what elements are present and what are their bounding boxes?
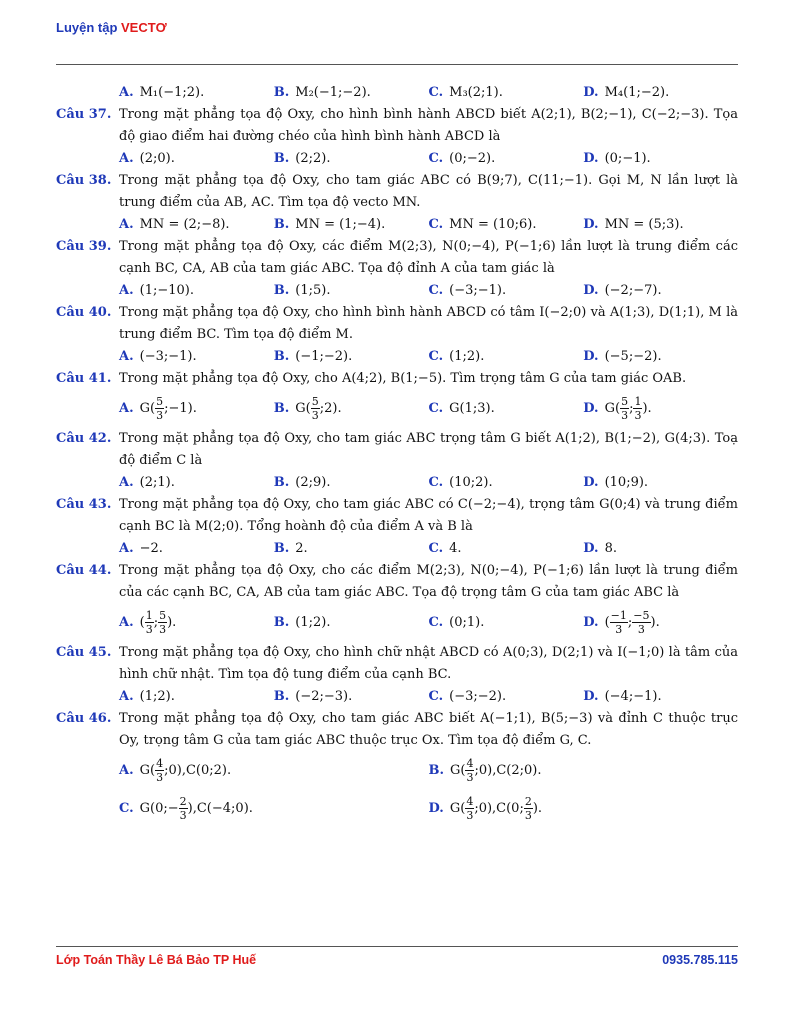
denominator: 3 xyxy=(156,771,164,784)
option-text: −2. xyxy=(139,541,163,556)
option-text: ;0),C(0;2). xyxy=(164,763,232,778)
option-letter: A. xyxy=(119,349,134,364)
option-text: ; xyxy=(629,401,634,416)
option-letter: D. xyxy=(583,689,599,704)
question-46 xyxy=(56,708,738,828)
option-a[interactable] xyxy=(119,604,274,642)
option-b[interactable] xyxy=(274,390,429,428)
option-text: ). xyxy=(650,615,660,630)
option-letter: B. xyxy=(273,475,290,490)
option-text: G( xyxy=(604,401,621,416)
option-letter: D. xyxy=(583,217,599,232)
option-text: (0;−1). xyxy=(604,151,651,166)
question-stem: Trong mặt phẳng tọa độ Oxy, các điểm M(2;3), N(0;−4), P(−1;6) lần lượt là trung điểm các cạnh BC, CA, AB của tam giác ABC. Tọa độ đỉnh A của tam giác là xyxy=(119,239,738,276)
option-letter: A. xyxy=(119,689,134,704)
option-text: ). xyxy=(332,401,342,416)
fraction xyxy=(158,609,167,636)
question-stem: Trong mặt phẳng tọa độ Oxy, cho hình bình hành ABCD biết A(2;1), B(2;−1), C(−2;−3). Tọa độ giao điểm hai đường chéo của hình bình hành ABCD là xyxy=(119,107,738,144)
question-label: Câu 37. xyxy=(56,107,112,122)
denominator: 3 xyxy=(311,409,319,422)
option-b[interactable] xyxy=(429,752,739,790)
option-letter: C. xyxy=(428,541,444,556)
question-41 xyxy=(56,368,738,428)
option-c[interactable] xyxy=(119,790,429,828)
option-text: (1;2). xyxy=(295,615,331,630)
option-letter: C. xyxy=(428,283,444,298)
option-text: M₃(2;1). xyxy=(449,85,503,100)
option-letter: B. xyxy=(273,401,290,416)
option-c[interactable] xyxy=(429,346,584,368)
option-text: G( xyxy=(139,763,156,778)
option-d[interactable] xyxy=(583,472,738,494)
option-text: (0;1). xyxy=(449,615,485,630)
option-d[interactable] xyxy=(583,686,738,708)
option-text: (−3;−1). xyxy=(139,349,197,364)
option-c[interactable] xyxy=(429,686,584,708)
option-text: G(0;− xyxy=(139,801,179,816)
question-label: Câu 41. xyxy=(56,371,112,386)
option-text: (−3;−1). xyxy=(449,283,507,298)
question-label: Câu 39. xyxy=(56,239,112,254)
option-c[interactable] xyxy=(429,472,584,494)
option-a[interactable] xyxy=(119,346,274,368)
option-text: (−2;−7). xyxy=(604,283,662,298)
option-text: MN = (10;6). xyxy=(449,217,537,232)
option-text: (2;1). xyxy=(139,475,175,490)
option-text: ; xyxy=(627,615,633,630)
question-label: Câu 38. xyxy=(56,173,112,188)
numerator: 4 xyxy=(466,757,474,770)
option-letter: A. xyxy=(119,541,134,556)
option-text: 8. xyxy=(604,541,617,556)
option-text: ;−1 xyxy=(164,401,188,416)
option-letter: C. xyxy=(428,349,444,364)
fraction xyxy=(155,395,164,422)
option-a[interactable] xyxy=(119,686,274,708)
option-text: (−3;−2). xyxy=(449,689,507,704)
option-letter: D. xyxy=(583,615,599,630)
option-letter: C. xyxy=(428,401,444,416)
option-text: (2;9). xyxy=(295,475,331,490)
option-b[interactable] xyxy=(274,472,429,494)
option-text: (1;−10). xyxy=(139,283,194,298)
option-b[interactable] xyxy=(274,148,429,170)
option-text: (−2;−3). xyxy=(295,689,353,704)
option-c[interactable] xyxy=(429,390,584,428)
option-text: ). xyxy=(187,401,197,416)
option-a[interactable] xyxy=(119,752,429,790)
fraction xyxy=(155,757,164,784)
option-letter: B. xyxy=(273,85,290,100)
option-a[interactable] xyxy=(119,280,274,302)
option-text: ;0),C(2;0). xyxy=(474,763,542,778)
fraction xyxy=(524,795,533,822)
option-text: G(1;3). xyxy=(449,401,495,416)
option-text: (−1;−2). xyxy=(295,349,353,364)
option-text: ). xyxy=(532,801,543,816)
option-text: 4. xyxy=(449,541,462,556)
option-text: (−5;−2). xyxy=(604,349,662,364)
option-a[interactable] xyxy=(119,148,274,170)
option-text: (1;5). xyxy=(295,283,331,298)
option-c[interactable] xyxy=(429,280,584,302)
question-list xyxy=(56,82,738,828)
option-text: M₂(−1;−2). xyxy=(295,85,371,100)
option-d[interactable] xyxy=(583,604,738,642)
option-text: (10;9). xyxy=(604,475,649,490)
question-stem: Trong mặt phẳng tọa độ Oxy, cho hình bình hành ABCD có tâm I(−2;0) và A(1;3), D(1;1), M là trung điểm BC. Tìm tọa độ điểm M. xyxy=(119,305,738,342)
option-text: G( xyxy=(295,401,311,416)
numerator: 5 xyxy=(156,395,164,408)
option-b[interactable] xyxy=(274,346,429,368)
denominator: 3 xyxy=(634,409,642,422)
option-letter: B. xyxy=(273,615,290,630)
option-b[interactable] xyxy=(274,686,429,708)
option-b[interactable] xyxy=(274,538,429,560)
option-text: ( xyxy=(139,615,145,630)
option-d[interactable] xyxy=(583,214,738,236)
option-letter: C. xyxy=(428,217,444,232)
option-letter: A. xyxy=(119,283,134,298)
option-letter: A. xyxy=(119,151,134,166)
question-label: Câu 45. xyxy=(56,645,112,660)
option-letter: D. xyxy=(428,801,444,816)
question-42 xyxy=(56,428,738,494)
option-b[interactable] xyxy=(274,82,429,104)
option-text: G( xyxy=(450,763,466,778)
option-letter: C. xyxy=(428,85,444,100)
option-letter: D. xyxy=(583,349,599,364)
option-letter: C. xyxy=(428,151,444,166)
numerator: 2 xyxy=(179,795,187,808)
option-text: G( xyxy=(449,801,466,816)
fraction xyxy=(311,395,320,422)
option-c[interactable] xyxy=(429,148,584,170)
footer-phone: 0935.785.115 xyxy=(662,953,738,967)
option-letter: A. xyxy=(119,401,134,416)
question-37 xyxy=(56,104,738,170)
option-text: ;2 xyxy=(319,401,333,416)
footer-teacher: Lớp Toán Thầy Lê Bá Bảo TP Huế xyxy=(56,953,257,967)
option-letter: A. xyxy=(119,763,134,778)
option-text: 2. xyxy=(295,541,308,556)
option-letter: C. xyxy=(428,475,444,490)
question-stem: Trong mặt phẳng tọa độ Oxy, cho tam giác ABC trọng tâm G biết A(1;2), B(1;−2), G(4;3). Toạ độ điểm C là xyxy=(119,431,738,468)
question-43 xyxy=(56,494,738,560)
denominator: 3 xyxy=(156,409,164,422)
option-letter: B. xyxy=(273,541,290,556)
question-label: Câu 42. xyxy=(56,431,112,446)
option-text: ( xyxy=(604,615,610,630)
option-d[interactable] xyxy=(583,390,738,428)
denominator: 3 xyxy=(637,623,645,636)
fraction xyxy=(610,609,628,636)
option-d[interactable] xyxy=(429,790,739,828)
option-letter: A. xyxy=(119,475,134,490)
option-text: (1;2). xyxy=(139,689,175,704)
option-letter: D. xyxy=(583,85,599,100)
option-letter: A. xyxy=(119,217,134,232)
option-letter: B. xyxy=(273,283,290,298)
question-stem: Trong mặt phẳng tọa độ Oxy, cho các điểm M(2;3), N(0;−4), P(−1;6) lần lượt là trung điểm của các cạnh BC, CA, AB của tam giác ABC. Tọa độ trọng tâm G của tam giác ABC là xyxy=(119,563,738,600)
option-text: MN = (5;3). xyxy=(604,217,684,232)
option-a[interactable] xyxy=(119,538,274,560)
option-c[interactable] xyxy=(429,538,584,560)
fraction xyxy=(620,395,629,422)
option-text: (−4;−1). xyxy=(604,689,662,704)
question-label: Câu 46. xyxy=(56,711,112,726)
question-40 xyxy=(56,302,738,368)
option-a[interactable] xyxy=(119,472,274,494)
option-text: ; xyxy=(153,615,159,630)
option-letter: D. xyxy=(583,541,599,556)
question-36-options xyxy=(56,82,738,104)
question-stem: Trong mặt phẳng tọa độ Oxy, cho hình chữ nhật ABCD có A(0;3), D(2;1) và I(−1;0) là tâm của hình chữ nhật. Tìm tọa độ tung điểm của cạnh BC. xyxy=(119,645,738,682)
numerator: 5 xyxy=(159,609,167,622)
option-text: MN = (1;−4). xyxy=(295,217,386,232)
option-text: ),C(−4;0). xyxy=(187,801,253,816)
option-letter: D. xyxy=(583,401,599,416)
question-45 xyxy=(56,642,738,708)
fraction xyxy=(465,795,474,822)
option-c[interactable] xyxy=(429,82,584,104)
question-label: Câu 44. xyxy=(56,563,112,578)
question-44 xyxy=(56,560,738,642)
option-letter: C. xyxy=(119,801,134,816)
question-label: Câu 40. xyxy=(56,305,112,320)
option-text: (2;2). xyxy=(295,151,331,166)
option-letter: B. xyxy=(273,689,290,704)
option-text: M₁(−1;2). xyxy=(139,85,205,100)
option-d[interactable] xyxy=(583,148,738,170)
option-text: (10;2). xyxy=(449,475,493,490)
question-label: Câu 43. xyxy=(56,497,112,512)
option-text: (2;0). xyxy=(139,151,175,166)
denominator: 3 xyxy=(524,809,532,822)
denominator: 3 xyxy=(615,623,623,636)
option-text: ). xyxy=(167,615,177,630)
numerator: 2 xyxy=(524,795,532,808)
option-letter: B. xyxy=(428,763,445,778)
option-letter: A. xyxy=(119,85,134,100)
denominator: 3 xyxy=(145,623,153,636)
question-39 xyxy=(56,236,738,302)
denominator: 3 xyxy=(466,809,474,822)
fraction xyxy=(145,609,154,636)
numerator: −5 xyxy=(633,609,650,622)
option-b[interactable] xyxy=(274,280,429,302)
option-letter: C. xyxy=(428,615,444,630)
question-stem: Trong mặt phẳng tọa độ Oxy, cho tam giác ABC có B(9;7), C(11;−1). Gọi M, N lần lượt là trung điểm của AB, AC. Tìm tọa độ vecto MN. xyxy=(119,173,738,210)
denominator: 3 xyxy=(159,623,167,636)
option-text: M₄(1;−2). xyxy=(604,85,670,100)
option-letter: D. xyxy=(583,151,599,166)
numerator: 4 xyxy=(466,795,474,808)
option-d[interactable] xyxy=(583,82,738,104)
option-d[interactable] xyxy=(583,346,738,368)
option-c[interactable] xyxy=(429,604,584,642)
option-d[interactable] xyxy=(583,280,738,302)
option-text: ;0),C(0; xyxy=(474,801,524,816)
option-letter: B. xyxy=(273,151,290,166)
fraction xyxy=(632,609,650,636)
denominator: 3 xyxy=(179,809,187,822)
question-38 xyxy=(56,170,738,236)
option-letter: C. xyxy=(428,689,444,704)
fraction xyxy=(179,795,188,822)
option-letter: D. xyxy=(583,475,599,490)
numerator: 1 xyxy=(634,395,642,408)
numerator: 5 xyxy=(311,395,319,408)
option-b[interactable] xyxy=(274,214,429,236)
option-text: (0;−2). xyxy=(449,151,496,166)
numerator: −1 xyxy=(610,609,627,622)
question-stem: Trong mặt phẳng tọa độ Oxy, cho tam giác ABC có C(−2;−4), trọng tâm G(0;4) và trung điểm cạnh BC là M(2;0). Tổng hoành độ của điểm A và B là xyxy=(119,497,738,534)
option-letter: A. xyxy=(119,615,134,630)
option-d[interactable] xyxy=(583,538,738,560)
page-footer xyxy=(56,946,738,967)
option-b[interactable] xyxy=(274,604,429,642)
numerator: 4 xyxy=(156,757,164,770)
header-title xyxy=(56,20,167,35)
option-a[interactable] xyxy=(119,82,274,104)
numerator: 1 xyxy=(145,609,153,622)
option-text: G( xyxy=(139,401,156,416)
option-c[interactable] xyxy=(429,214,584,236)
denominator: 3 xyxy=(466,771,474,784)
option-letter: B. xyxy=(273,217,290,232)
page-header xyxy=(56,20,738,65)
option-a[interactable] xyxy=(119,390,274,428)
question-stem: Trong mặt phẳng tọa độ Oxy, cho tam giác ABC biết A(−1;1), B(5;−3) và đỉnh C thuộc trục Oy, trọng tâm G của tam giác ABC thuộc trục Ox. Tìm tọa độ điểm G, C. xyxy=(119,711,738,748)
option-text: ). xyxy=(642,401,652,416)
option-letter: B. xyxy=(273,349,290,364)
option-a[interactable] xyxy=(119,214,274,236)
denominator: 3 xyxy=(621,409,629,422)
question-stem: Trong mặt phẳng tọa độ Oxy, cho A(4;2), B(1;−5). Tìm trọng tâm G của tam giác OAB. xyxy=(119,371,687,386)
numerator: 5 xyxy=(621,395,629,408)
header-title-accent: VECTƠ xyxy=(121,20,167,35)
header-title-main: Luyện tập xyxy=(56,20,122,35)
option-text: (1;2). xyxy=(449,349,485,364)
option-text: MN = (2;−8). xyxy=(139,217,230,232)
option-letter: D. xyxy=(583,283,599,298)
